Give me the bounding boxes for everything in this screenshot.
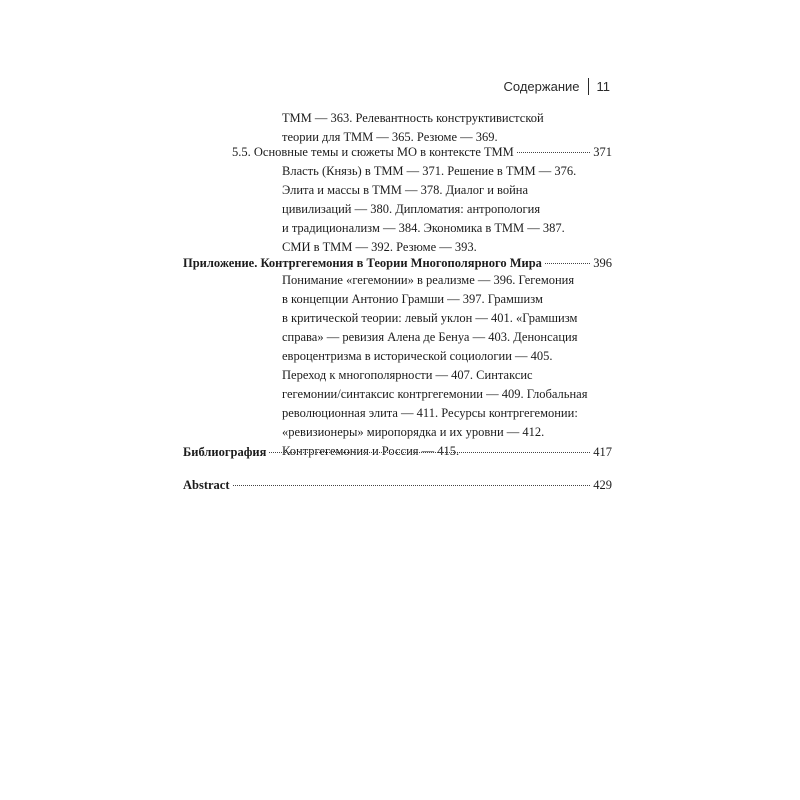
toc-line: Контргегемония и Россия — 415. <box>282 444 460 458</box>
toc-entry-page: 429 <box>593 478 612 492</box>
toc-line: Власть (Князь) в ТММ — 371. Решение в ТММ — 376. <box>282 164 577 178</box>
toc-line: Элита и массы в ТММ — 378. Диалог и война <box>282 183 529 197</box>
toc-line: Понимание «гегемонии» в реализме — 396. Гегемония <box>282 273 575 287</box>
toc-line: цивилизаций — 380. Дипломатия: антропология <box>282 202 541 216</box>
header-title: Содержание <box>503 79 580 94</box>
toc-entry-5-5[interactable] <box>232 143 612 162</box>
leader-dots <box>233 485 591 486</box>
toc-line: теории для ТММ — 365. Резюме — 369. <box>282 130 498 144</box>
toc-entry-title: Abstract <box>183 478 230 492</box>
toc-line: Переход к многополярности — 407. Синтаксис <box>282 368 533 382</box>
page-number: 11 <box>596 79 610 94</box>
leader-dots <box>517 152 591 153</box>
toc-entry-page: 371 <box>593 145 612 159</box>
toc-line: евроцентризма в исторической социологии — 405. <box>282 349 553 363</box>
toc-line: ТММ — 363. Релевантность конструктивистской <box>282 111 544 125</box>
toc-line: гегемонии/синтаксис контргегемонии — 409. Глобальная <box>282 387 588 401</box>
toc-line: «ревизионеры» миропорядка и их уровни — 412. <box>282 425 545 439</box>
toc-entry-title: Приложение. Контргегемония в Теории Многополярного Мира <box>183 256 542 270</box>
toc-entry-bibliography[interactable] <box>183 443 612 462</box>
toc-entry-page: 417 <box>593 445 612 459</box>
toc-entry-page: 396 <box>593 256 612 270</box>
header-separator <box>588 78 589 95</box>
leader-dots <box>269 452 590 453</box>
running-header <box>504 78 610 95</box>
toc-line: революционная элита — 411. Ресурсы контргегемонии: <box>282 406 578 420</box>
toc-line: в критической теории: левый уклон — 401. «Грамшизм <box>282 311 578 325</box>
toc-entry-title: 5.5. Основные темы и сюжеты МО в контексте ТММ <box>232 145 514 159</box>
toc-entry-title: Библиография <box>183 445 267 459</box>
toc-entry-abstract[interactable] <box>183 476 612 495</box>
toc-line: справа» — ревизия Алена де Бенуа — 403. Денонсация <box>282 330 578 344</box>
leader-dots <box>545 263 590 264</box>
toc-line: в концепции Антонио Грамши — 397. Грамшизм <box>282 292 543 306</box>
toc-line: СМИ в ТММ — 392. Резюме — 393. <box>282 240 477 254</box>
toc-line: и традиционализм — 384. Экономика в ТММ — 387. <box>282 221 565 235</box>
